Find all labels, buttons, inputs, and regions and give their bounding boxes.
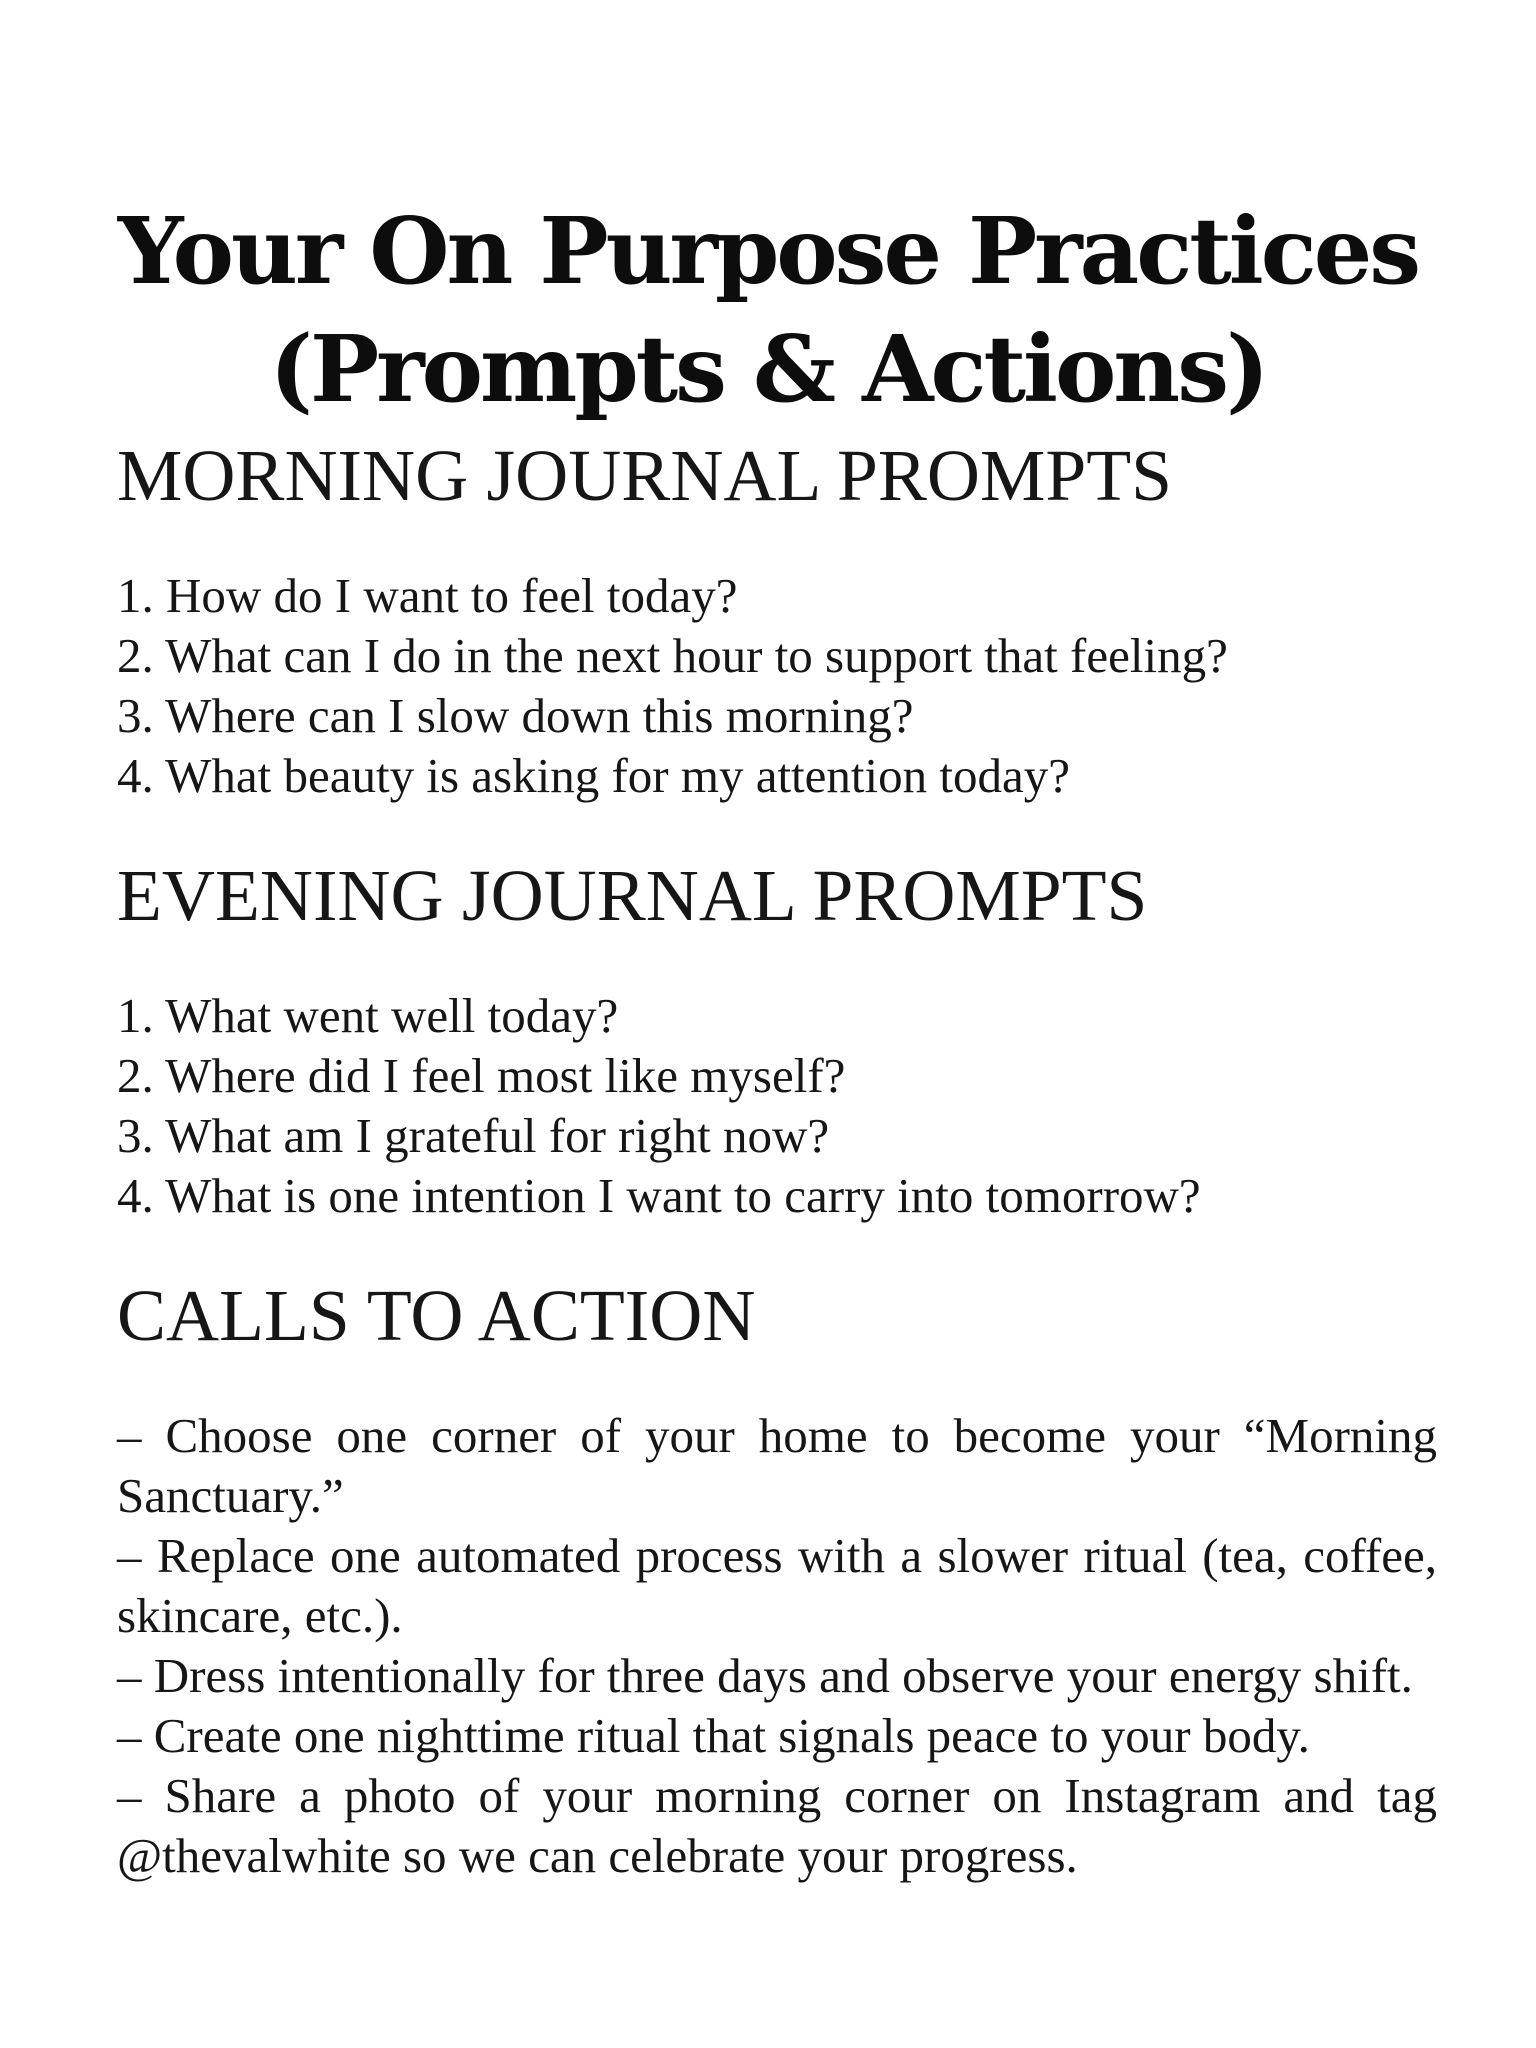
action-item: – Share a photo of your morning corner on Instagram and tag @thevalwhite so we can celebrate your progress.	[117, 1768, 1437, 1883]
evening-prompt-item: 4. What is one intention I want to carry into tomorrow?	[117, 1168, 1201, 1223]
evening-prompt-item: 2. Where did I feel most like myself?	[117, 1048, 846, 1103]
evening-heading: EVENING JOURNAL PROMPTS	[117, 855, 1148, 936]
morning-prompt-item: 3. Where can I slow down this morning?	[117, 688, 914, 743]
document-body	[117, 435, 1437, 1886]
actions-section	[117, 1275, 1437, 1886]
evening-prompt-item: 1. What went well today?	[117, 988, 619, 1043]
morning-prompt-item: 4. What beauty is asking for my attention today?	[117, 748, 1071, 803]
action-item: – Dress intentionally for three days and observe your energy shift.	[117, 1648, 1413, 1703]
action-list	[117, 1406, 1437, 1886]
action-item: – Choose one corner of your home to become your “Morning Sanctuary.”	[117, 1408, 1437, 1523]
actions-heading: CALLS TO ACTION	[117, 1275, 756, 1356]
morning-prompt-item: 2. What can I do in the next hour to support that feeling?	[117, 628, 1228, 683]
page-title	[0, 192, 1536, 428]
page-title-line-1: Your On Purpose Practices	[117, 196, 1419, 305]
action-item: – Create one nighttime ritual that signals peace to your body.	[117, 1708, 1310, 1763]
morning-heading: MORNING JOURNAL PROMPTS	[117, 435, 1173, 516]
evening-prompt-list	[117, 986, 1437, 1226]
morning-section	[117, 435, 1437, 806]
page-title-line-2: (Prompts & Actions)	[269, 314, 1267, 423]
morning-prompt-list	[117, 566, 1437, 806]
morning-prompt-item: 1. How do I want to feel today?	[117, 568, 738, 623]
evening-prompt-item: 3. What am I grateful for right now?	[117, 1108, 830, 1163]
evening-section	[117, 855, 1437, 1226]
action-item: – Replace one automated process with a slower ritual (tea, coffee, skincare, etc.).	[117, 1528, 1437, 1643]
